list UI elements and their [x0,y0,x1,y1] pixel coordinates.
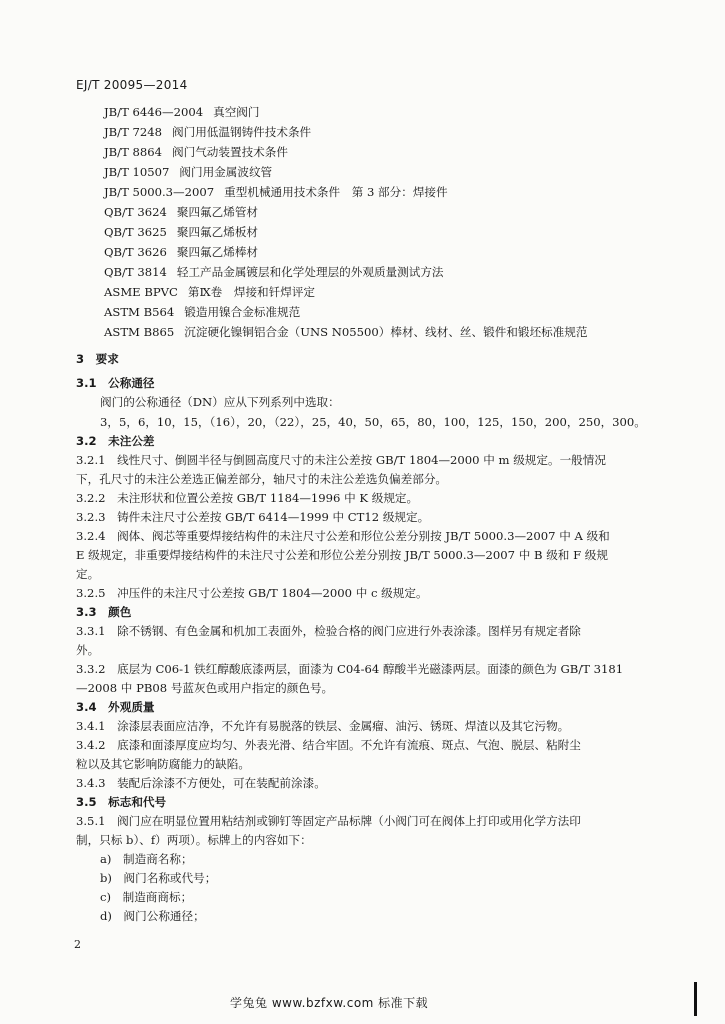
reference-item: ASTM B865 沉淀硬化镍铜铝合金（UNS N05500）棒材、线材、丝、锻件和锻坯标准规范 [104,325,588,339]
page-number: 2 [74,938,81,951]
section-3-2-heading: 3.2 未注公差 [76,434,155,448]
reference-item: JB/T 7248 阀门用低温钢铸件技术条件 [104,125,312,139]
reference-item: QB/T 3624 聚四氟乙烯管材 [104,205,259,219]
reference-item: JB/T 6446—2004 真空阀门 [104,105,260,119]
paragraph: 阀门的公称通径（DN）应从下列系列中选取： [100,395,340,409]
paragraph: 3，5，6，10，15，（16），20，（22），25，40，50，65，80，100，125，150，200，250，300。 [100,415,646,429]
clause-3-2-2: 3.2.2 未注形状和位置公差按 GB/T 1184—1996 中 K 级规定。 [76,491,419,505]
clause-3-3-2-cont: —2008 中 PB08 号蓝灰色或用户指定的颜色号。 [76,681,334,695]
clause-3-5-1: 3.5.1 阀门应在明显位置用粘结剂或铆钉等固定产品标牌（小阀门可在阀体上打印或用化学方法印 [76,814,581,828]
clause-3-2-1: 3.2.1 线性尺寸、倒圆半径与倒圆高度尺寸的未注公差按 GB/T 1804—2000 中 m 级规定。一般情况 [76,453,606,467]
reference-item: QB/T 3625 聚四氟乙烯板材 [104,225,259,239]
list-item: a) 制造商名称； [100,852,193,866]
reference-item: QB/T 3626 聚四氟乙烯棒材 [104,245,259,259]
section-3-1-heading: 3.1 公称通径 [76,376,155,390]
clause-3-2-3: 3.2.3 铸件未注尺寸公差按 GB/T 6414—1999 中 CT12 级规定。 [76,510,430,524]
clause-3-4-2-cont: 粒以及其它影响防腐能力的缺陷。 [76,757,250,771]
section-3-4-heading: 3.4 外观质量 [76,700,155,714]
scan-edge-mark [694,982,697,1016]
reference-item: JB/T 5000.3—2007 重型机械通用技术条件 第 3 部分：焊接件 [104,185,448,199]
clause-3-4-2: 3.4.2 底漆和面漆厚度应均匀、外表光滑、结合牢固。不允许有流痕、斑点、气泡、脱层、粘附尘 [76,738,581,752]
section-3-5-heading: 3.5 标志和代号 [76,795,167,809]
list-item: c) 制造商商标； [100,890,193,904]
clause-3-5-1-cont: 制，只标 b）、f）两项）。标牌上的内容如下： [76,833,312,847]
clause-3-4-1: 3.4.1 涂漆层表面应洁净，不允许有易脱落的铁层、金属瘤、油污、锈斑、焊渣以及其它污物。 [76,719,570,733]
clause-3-4-3: 3.4.3 装配后涂漆不方便处，可在装配前涂漆。 [76,776,326,790]
reference-item: JB/T 8864 阀门气动装置技术条件 [104,145,288,159]
section-3-heading: 3 要求 [76,352,119,366]
clause-3-3-1-cont: 外。 [76,643,100,657]
reference-item: JB/T 10507 阀门用金属波纹管 [104,165,273,179]
clause-3-2-5: 3.2.5 冲压件的未注尺寸公差按 GB/T 1804—2000 中 c 级规定。 [76,586,428,600]
clause-3-2-1-cont: 下，孔尺寸的未注公差选正偏差部分，轴尺寸的未注公差选负偏差部分。 [76,472,448,486]
reference-item: ASTM B564 锻造用镍合金标准规范 [104,305,301,319]
clause-3-3-1: 3.3.1 除不锈钢、有色金属和机加工表面外，检验合格的阀门应进行外表涂漆。图样另有规定者除 [76,624,581,638]
clause-3-2-4-cont: 定。 [76,567,100,581]
list-item: b) 阀门名称或代号； [100,871,217,885]
list-item: d) 阀门公称通径； [100,909,205,923]
reference-item: QB/T 3814 轻工产品金属镀层和化学处理层的外观质量测试方法 [104,265,444,279]
clause-3-3-2: 3.3.2 底层为 C06-1 铁红醇酸底漆两层，面漆为 C04-64 醇酸半光磁漆两层。面漆的颜色为 GB/T 3181 [76,662,624,676]
clause-3-2-4-cont: E 级规定，非重要焊接结构件的未注尺寸公差和形位公差分别按 JB/T 5000.3—2007 中 B 级和 F 级规 [76,548,608,562]
reference-item: ASME BPVC 第Ⅸ卷 焊接和钎焊评定 [104,285,316,299]
footer-watermark: 学兔兔 www.bzfxw.com 标准下载 [230,996,429,1010]
section-3-3-heading: 3.3 颜色 [76,605,132,619]
standard-code-header: EJ/T 20095—2014 [76,78,188,92]
clause-3-2-4: 3.2.4 阀体、阀芯等重要焊接结构件的未注尺寸公差和形位公差分别按 JB/T 5000.3—2007 中 A 级和 [76,529,610,543]
